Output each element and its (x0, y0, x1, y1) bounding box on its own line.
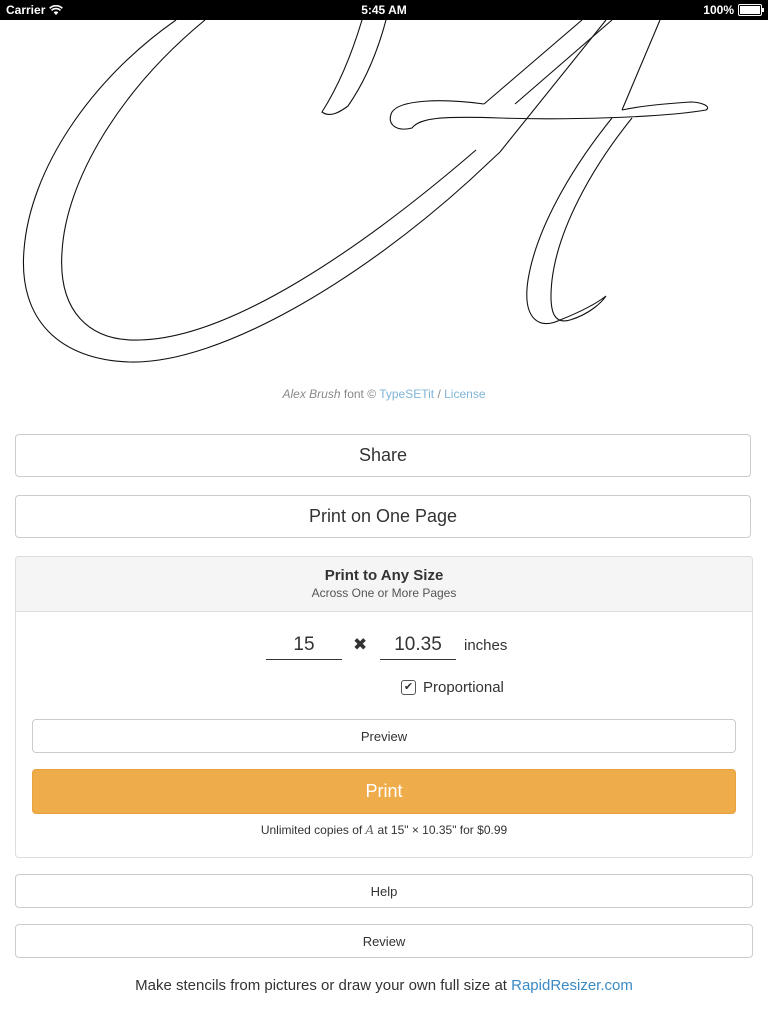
price-line (16, 823, 752, 837)
panel-subtitle: Across One or More Pages (311, 586, 457, 600)
glyph-crossbar (390, 101, 707, 129)
checkbox-checked-icon[interactable]: ✔ (401, 680, 416, 695)
footer (0, 977, 768, 994)
font-credit (0, 387, 768, 401)
glyph-stroke-c (515, 20, 612, 104)
glyph-stroke-d (622, 20, 660, 110)
license-link[interactable]: License (444, 387, 486, 401)
glyph-bowl-outer (23, 20, 500, 362)
preview-button[interactable]: Preview (32, 719, 736, 753)
panel-title: Print to Any Size (324, 567, 444, 584)
print-one-page-button[interactable]: Print on One Page (15, 495, 751, 538)
panel-header (16, 557, 752, 612)
price-prefix: Unlimited copies of (260, 823, 366, 837)
glyph-right-leg (527, 118, 632, 324)
times-icon: ✖ (353, 635, 368, 654)
clock: 5:45 AM (361, 3, 407, 17)
font-credit-text: font © (340, 387, 380, 401)
credit-separator: / (434, 387, 445, 401)
carrier-label: Carrier (6, 3, 46, 17)
glyph-stroke-a (500, 20, 606, 152)
glyph-bowl-inner (62, 20, 476, 340)
price-suffix: at 15" × 10.35" for $0.99 (374, 823, 508, 837)
height-input[interactable] (380, 631, 456, 660)
print-button[interactable]: Print (32, 769, 736, 814)
battery-percent: 100% (703, 3, 734, 17)
share-button[interactable]: Share (15, 434, 751, 477)
proportional-label: Proportional (423, 679, 504, 696)
help-button[interactable]: Help (15, 874, 753, 908)
glyph-stroke-b (484, 20, 582, 104)
units-label: inches (464, 637, 508, 654)
font-name: Alex Brush (282, 387, 341, 401)
battery-icon (738, 4, 762, 16)
footer-text: Make stencils from pictures or draw your own full size at (135, 977, 512, 994)
status-bar (0, 0, 768, 20)
size-row (16, 631, 752, 663)
review-button[interactable]: Review (15, 924, 753, 958)
width-input[interactable] (266, 631, 342, 660)
script-letter-glyph (0, 20, 768, 380)
battery-indicator (703, 3, 762, 17)
mini-glyph-icon: A (365, 823, 375, 837)
proportional-toggle[interactable] (401, 679, 504, 696)
foundry-link[interactable]: TypeSETit (379, 387, 435, 401)
glyph-top-hook (322, 20, 386, 114)
rapidresizer-link[interactable]: RapidResizer.com (511, 977, 633, 994)
print-any-size-panel (15, 556, 753, 858)
